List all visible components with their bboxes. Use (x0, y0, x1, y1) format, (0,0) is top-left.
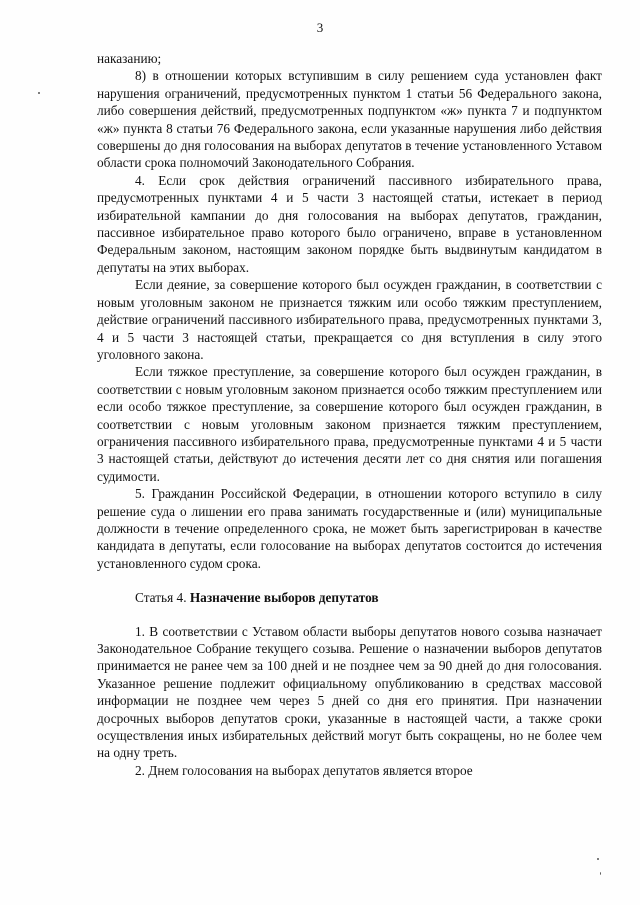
paragraph-part-4-criminal-law-2: Если тяжкое преступление, за совершение которого был осужден гражданин, в соответствии с новым уголовным законом признается особо тяжким преступлением или если особо тяжкое преступление, за совершение которого был осужден гражданин, в соответствии с новым уголовным законом признается тяжким преступлением, ограничения пассивного избирательного права, предусмотренные пунктами 4 и 5 части 3 настоящей статьи, действуют до истечения десяти лет со дня снятия или погашения судимости. (97, 364, 602, 484)
paragraph-part-4-criminal-law-1: Если деяние, за совершение которого был осужден гражданин, в соответствии с новым уголовным законом не признается тяжким или особо тяжким преступлением, действие ограничений пассивного избирательного права, предусмотренных пунктами 3, 4 и 5 части 3 настоящей статьи, прекращается со дня вступления в силу этого уголовного закона. (97, 277, 602, 362)
paragraph-continuation: наказанию; (97, 51, 162, 66)
article-heading (97, 589, 602, 606)
document-body (97, 50, 602, 779)
scan-speck (600, 872, 601, 875)
spacer (97, 607, 602, 623)
spacer (97, 572, 602, 589)
paragraph-part-4: 4. Если срок действия ограничений пассивного избирательного права, предусмотренных пунктами 4 и 5 части 3 настоящей статьи, истекает в период избирательной кампании до дня голосования на выборах депутатов, гражданин, пассивное избирательное право которого было ограничено, вправе в установленном Федеральным законом, настоящим законом порядке быть выдвинутым кандидатом в депутаты на этих выборах. (97, 172, 602, 275)
paragraph-article4-part-1: 1. В соответствии с Уставом области выборы депутатов нового созыва назначает Законодательное Собрание текущего созыва. Решение о назначении выборов депутатов принимается не ранее чем за 100 дней и не позднее чем за 90 дней до дня голосования. Указанное решение подлежит официальному опубликованию в средствах массовой информации не позднее чем через 5 дней со дня его принятия. При назначении досрочных выборов депутатов сроки, указанные в настоящей части, а также сроки осуществления иных избирательных действий могут быть сокращены, но не более чем на одну треть. (97, 623, 602, 761)
paragraph-article4-part-2: 2. Днем голосования на выборах депутатов является второе (135, 762, 473, 778)
paragraph-part-5: 5. Гражданин Российской Федерации, в отношении которого вступило в силу решение суда о лишении его права занимать государственные и (или) муниципальные должности в течение определенного срока, не может быть зарегистрирован в качестве кандидата в депутаты, если голосование на выборах депутатов состоится до истечения установленного судом срока. (97, 486, 602, 571)
article-title: Назначение выборов депутатов (189, 590, 379, 606)
scan-speck (38, 92, 40, 94)
paragraph-item-8: 8) в отношении которых вступившим в силу решением суда установлен факт нарушения ограничений, предусмотренных пунктом 1 статьи 56 Федерального закона, либо совершения действий, предусмотренных подпунктом «ж» пункта 7 и подпунктом «ж» пункта 8 статьи 76 Федерального закона, если указанные нарушения либо действия совершены до дня голосования на выборах депутатов в течение установленного Уставом области срока полномочий Законодательного Собрания. (97, 68, 602, 171)
page-number: 3 (316, 20, 324, 35)
scan-speck (597, 858, 599, 860)
article-prefix: Статья 4. (135, 590, 190, 606)
